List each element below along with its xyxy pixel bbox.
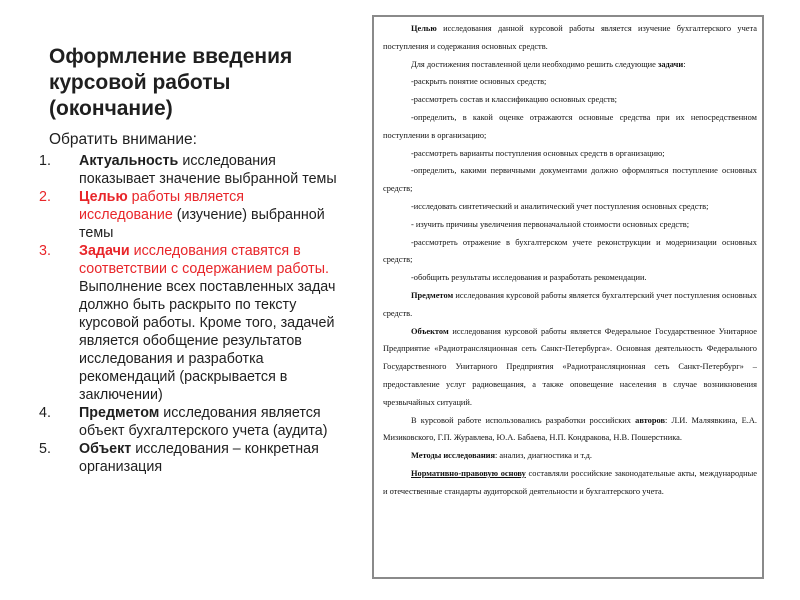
tasks-intro-paragraph [383,56,757,74]
list-item [39,404,339,440]
authors-paragraph [383,412,757,448]
document-page [372,15,764,579]
item-keyword: Актуальность [79,153,179,169]
item-highlight: исследования ставятся в соответствии с содержанием работы. [79,243,329,277]
methods-paragraph [383,447,757,465]
task-item: -определить, в какой оценке отражаются основные средства при их непосредственном поступлении в организацию; [383,112,757,140]
task-item: -рассмотреть варианты поступления основных средств в организацию; [411,148,665,158]
methods-keyword: Методы исследования [411,451,496,461]
subject-text: исследования курсовой работы является бухгалтерский учет поступления основных средств. [383,290,757,318]
item-highlight: работы является исследование [79,189,244,223]
task-item: -рассмотреть отражение в бухгалтерском учете реконструкции и модернизации основных средств; [383,237,757,265]
tasks-keyword: задачи [657,59,684,69]
key-points-list [39,152,339,476]
task-item: -рассмотреть состав и классификацию основных средств; [411,95,618,105]
item-number: 3. [39,243,51,259]
object-paragraph [383,323,757,412]
item-number: 5. [39,441,51,457]
task-item: -обобщить результаты исследования и разработать рекомендации. [411,273,647,283]
item-number: 4. [39,405,51,421]
object-keyword: Объектом [411,326,449,336]
slide-title: Оформление введения курсовой работы (окончание) [49,45,293,120]
legal-text: составляли российские законодательные акты, международные и отечественные стандарты аудиторской деятельности и бухгалтерского учета. [383,468,757,496]
task-item: -исследовать синтетический и аналитический учет поступления основных средств; [411,201,709,211]
goal-keyword: Целью [411,24,437,33]
note-lead: Обратить внимание: [49,131,197,148]
item-text: исследования является объект бухгалтерского учета (аудита) [79,405,328,439]
goal-text: исследования данной курсовой работы является изучение бухгалтерского учета поступления и содержания основных средств. [383,24,757,51]
list-item [39,440,339,476]
item-keyword: Целью [79,189,128,205]
list-item [39,152,339,188]
subject-keyword: Предметом [411,290,454,300]
item-keyword: Объект [79,441,132,457]
subject-paragraph [383,287,757,323]
task-item: -определить, какими первичными документами должно оформляться поступление основных средств; [383,166,757,194]
item-keyword: Задачи [79,243,130,259]
methods-text: : анализ, диагностика и т.д. [495,451,593,461]
tasks-intro-end: : [683,59,686,69]
authors-intro: В курсовой работе использовались разработки российских [411,415,636,425]
item-number: 2. [39,189,51,205]
item-keyword: Предметом [79,405,160,421]
item-text: Выполнение всех поставленных задач должно быть раскрыто по тексту курсовой работы. Кроме того, задачей является обобщение результатов исследования и разработка рекомендаций (раскрывается в заключении) [79,279,336,403]
list-item [39,242,339,404]
task-item: -раскрыть понятие основных средств; [411,77,547,87]
item-text: исследования – конкретная организация [79,441,319,475]
tasks-intro-text: Для достижения поставленной цели необходимо решить следующие [411,59,658,69]
item-number: 1. [39,153,51,169]
document-body [383,20,757,501]
authors-list: : Л.И. Маляявкина, Е.А. Мизиковского, Г.П. Журавлева, Ю.А. Бабаева, Н.П. Кондракова, Н.В. Пошерстника. [383,415,757,443]
legal-paragraph [383,465,757,501]
object-text: исследования курсовой работы является Федеральное Государственное Унитарное Предприятие «Радиотрансляционная сеть Санкт-Петербурга». Основная деятельность Федерального Государственного Унитарного Предприятия «Радиотрансляционная сеть Санкт-Петербург» – предоставление услуг радиовещания, а также оповещение населения в случае возникновения чрезвычайных ситуаций. [383,326,757,407]
list-item [39,188,339,242]
item-text: (изучение) выбранной темы [79,207,325,241]
goal-paragraph [383,20,757,56]
authors-keyword: авторов [635,415,665,425]
item-text: исследования показывает значение выбранной темы [79,153,337,187]
legal-keyword: Нормативно-правовую основу [411,468,526,478]
task-item: - изучить причины увеличения первоначальной стоимости основных средств; [411,219,690,229]
